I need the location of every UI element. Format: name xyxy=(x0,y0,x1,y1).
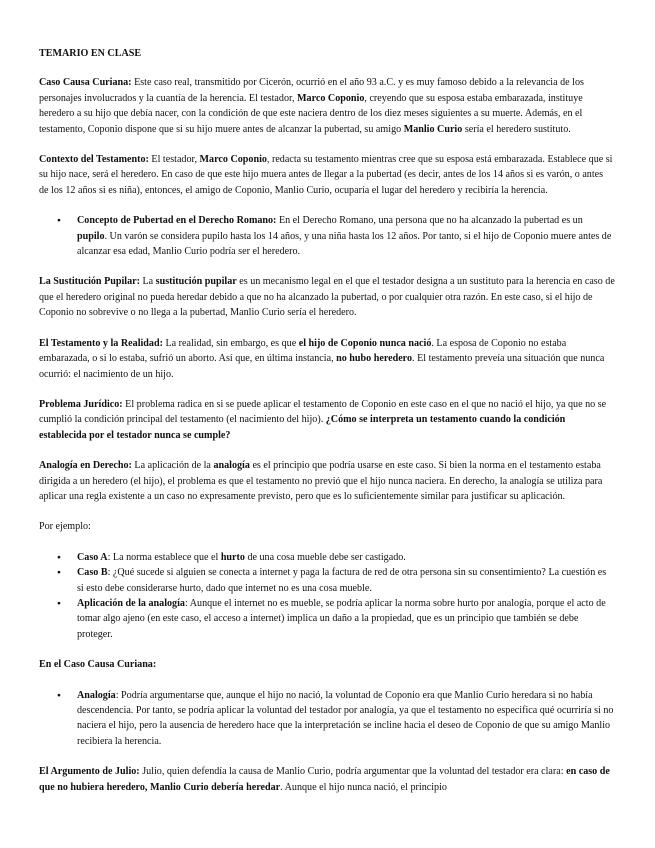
paragraph-caso-causa-curiana: Caso Causa Curiana: Este caso real, transmitido por Cicerón, ocurrió en el año 93 a.C. y es muy famoso debido a la relevancia de los personajes involucrados y la cuantía de la herencia. El testador, Marco Coponio, creyendo que su esposa estaba embarazada, instituye heredero a su hijo que debía nacer, con la condición de que este naciera dentro de los diez meses siguientes a su muerte. Además, en el testamento, Coponio dispone que si su hijo muere antes de alcanzar la pubertad, su amigo Manlio Curio sería el heredero sustituto. xyxy=(39,77,584,135)
paragraph-analogia-derecho: Analogía en Derecho: La aplicación de la analogía es el principio que podría usarse en este caso. Si bien la norma en el testamento estaba dirigida a un heredero (el hijo), el problema es que el testamento no previó que el hijo nunca naciera. En derecho, la analogía se utiliza para aplicar una regla existente a un caso no expresamente previsto, pero que es lo suficientemente similar para justificar su aplicación. xyxy=(39,460,603,502)
paragraph-sustitucion-pupilar: La Sustitución Pupilar: La sustitución pupilar es un mecanismo legal en el que el testador designa a un sustituto para la herencia en caso de que el heredero original no pueda heredar debido a que no ha alcanzado la pubertad, o por cualquier otra razón. En este caso, si el hijo de Coponio no sobrevive o no llega a la pubertad, Manlio Curio sería el heredero. xyxy=(39,276,615,319)
list-item: ● Concepto de Pubertad en el Derecho Romano: En el Derecho Romano, una persona que no ha alcanzado la pubertad es un pupilo. Un varón se considera pupilo hasta los 14 años, y una niña hasta los 12 años. Por tanto, si el hijo de Coponio muere antes de alcanzar esa edad, Manlio Curio podría ser el heredero. xyxy=(77,213,615,259)
paragraph-argumento-julio: El Argumento de Julio: Julio, quien defendía la causa de Manlio Curio, podría argumentar que la voluntad del testador era clara: en caso de que no hubiera heredero, Manlio Curio debería heredar. Aunque el hijo nunca nació, el principio xyxy=(39,766,610,793)
paragraph-por-ejemplo: Por ejemplo: xyxy=(39,521,91,533)
bullet-list-pubertad xyxy=(39,213,615,259)
paragraph-testamento-realidad: El Testamento y la Realidad: La realidad, sin embargo, es que el hijo de Coponio nunca nació. La esposa de Coponio no estaba embarazada, o si lo estaba, sufrió un aborto. Así que, en última instancia, no hubo heredero. El testamento preveía una situación que nunca ocurrió: el nacimiento de un hijo. xyxy=(39,337,605,380)
document-title: TEMARIO EN CLASE xyxy=(39,48,142,59)
bullet-list-analogia xyxy=(39,688,615,750)
paragraph-contexto-testamento: Contexto del Testamento: El testador, Marco Coponio, redacta su testamento mientras cree que su esposa está embarazada. Establece que si su hijo nace, será el heredero. En caso de que este hijo muera antes de llegar a la pubertad (es decir, antes de los 14 años si es varón, o antes de los 12 años si es niña), entonces, el amigo de Coponio, Manlio Curio, ocuparía el lugar del heredero y recibiría la herencia. xyxy=(39,154,613,196)
list-item: ● Caso B: ¿Qué sucede si alguien se conecta a internet y paga la factura de red de otra persona sin su consentimiento? La cuestión es si esto debe considerarse hurto, dado que internet no es una cosa mueble. xyxy=(77,565,615,596)
paragraph-problema-juridico: Problema Jurídico: El problema radica en si se puede aplicar el testamento de Coponio en este caso en el que no nació el hijo, ya que no se cumplió la condición principal del testamento (el nacimiento del hijo). ¿Cómo se interpreta un testamento cuando la condición establecida por el testador nunca se cumple? xyxy=(39,398,607,441)
list-item: ● Caso A: La norma establece que el hurto de una cosa mueble debe ser castigado. xyxy=(77,550,615,565)
list-item: ● Aplicación de la analogía: Aunque el internet no es mueble, se podría aplicar la norma sobre hurto por analogía, porque el acto de tomar algo ajeno (en este caso, el acceso a internet) implica un daño a la propiedad, que es un principio que también se debe proteger. xyxy=(77,596,615,642)
section-heading-caso-causa-curiana: En el Caso Causa Curiana: xyxy=(39,659,157,671)
list-item: ● Analogía: Podría argumentarse que, aunque el hijo no nació, la voluntad de Coponio era que Manlio Curio heredara si no había descendencia. Por tanto, se podría aplicar la voluntad del testador por analogía, ya que el testamento no especifica qué ocurriría si no naciera el hijo, pero la ausencia de heredero hace que la interpretación se incline hacia el deseo de Coponio de que su amigo Manlio recibiera la herencia. xyxy=(77,688,615,750)
bullet-list-ejemplos xyxy=(39,550,615,642)
